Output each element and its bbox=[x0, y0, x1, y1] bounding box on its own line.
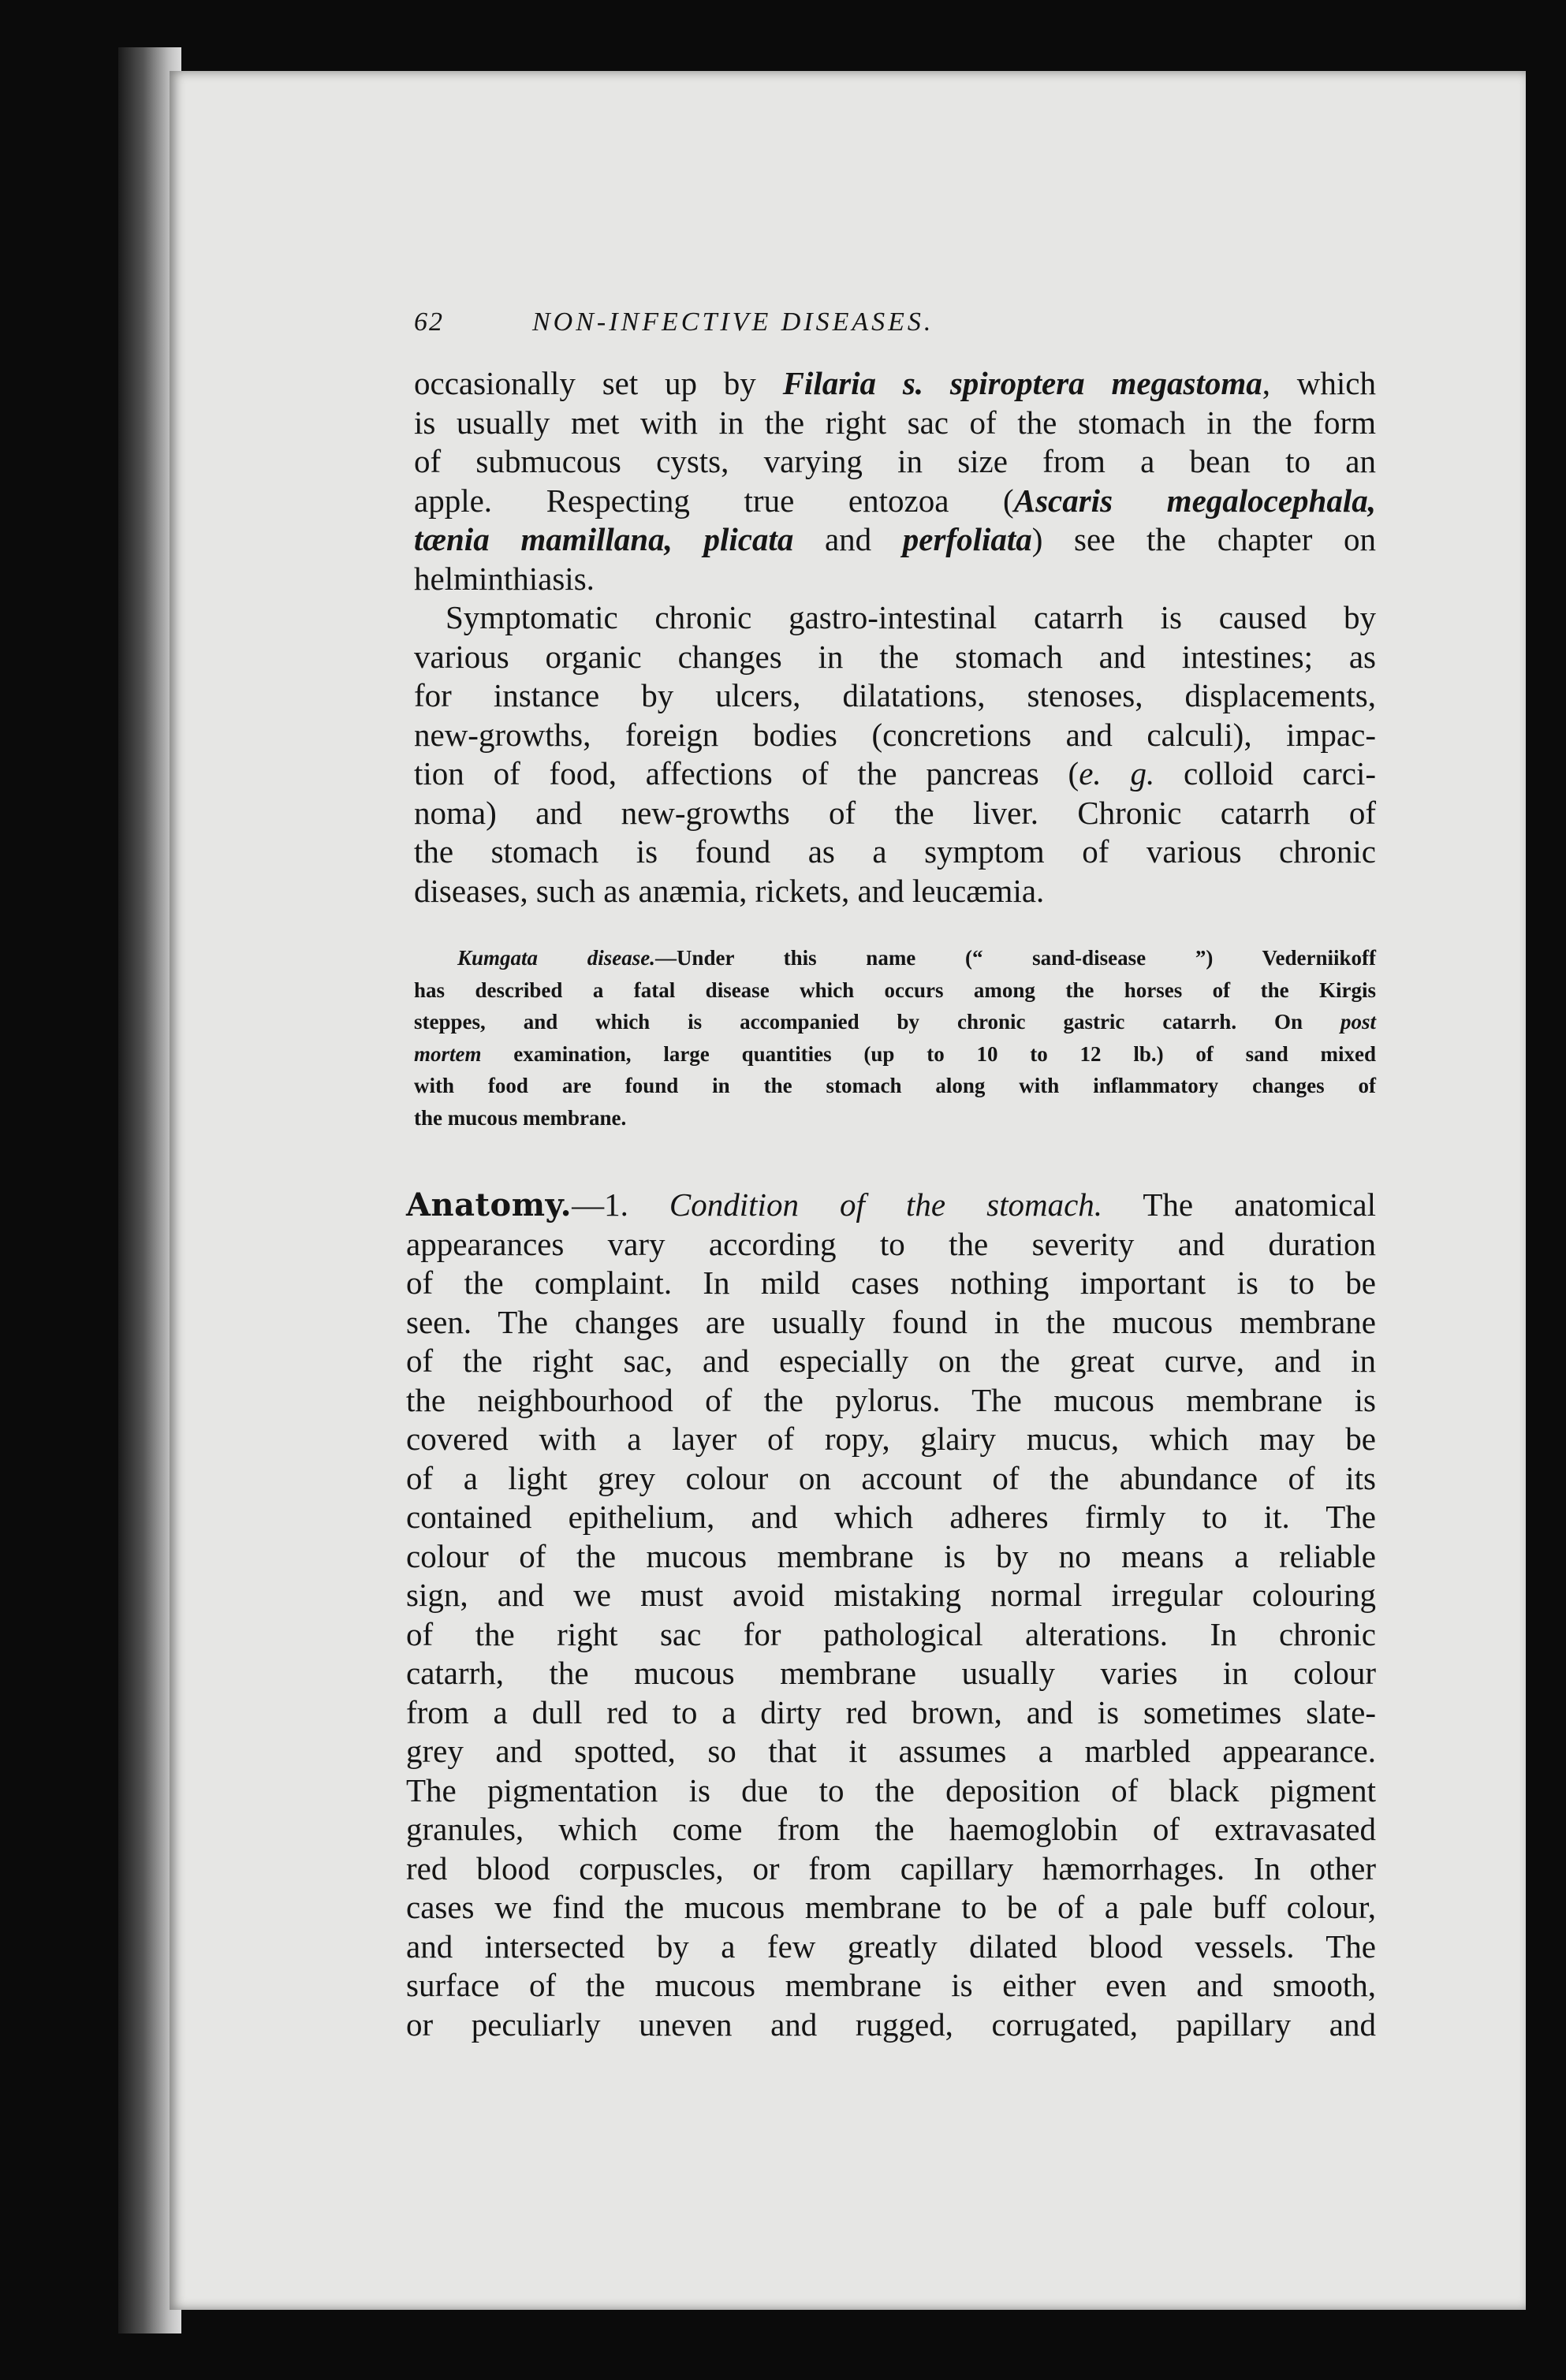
paragraph-2 bbox=[414, 598, 1376, 911]
page-content bbox=[406, 307, 1377, 2044]
running-title: NON-INFECTIVE DISEASES. bbox=[532, 307, 934, 337]
text-line: or peculiarly uneven and rugged, corrugated, papillary and bbox=[406, 2006, 1376, 2043]
text-line: Symptomatic chronic gastro-intestinal catarrh is caused by bbox=[446, 599, 1376, 635]
text-line: of the complaint. In mild cases nothing important is to be bbox=[406, 1264, 1376, 1301]
text-line: tion of food, affections of the pancreas (e. g. colloid carci- bbox=[414, 755, 1376, 791]
text-line: helminthiasis. bbox=[414, 560, 595, 597]
text-line: of the right sac, and especially on the great curve, and in bbox=[406, 1343, 1376, 1379]
section-heading: Anatomy. bbox=[406, 1186, 572, 1224]
footnote-line: the mucous membrane. bbox=[414, 1105, 627, 1130]
text-line: The pigmentation is due to the deposition of black pigment bbox=[406, 1771, 1376, 1808]
text-line: catarrh, the mucous membrane usually varies in colour bbox=[406, 1655, 1376, 1691]
text-line: sign, and we must avoid mistaking normal irregular colouring bbox=[406, 1577, 1376, 1613]
section-heading-line: Anatomy.—1. Condition of the stomach. The anatomical bbox=[406, 1186, 1377, 1224]
text-line: occasionally set up by Filaria s. spiroptera megastoma, which bbox=[414, 365, 1376, 401]
anatomy-section bbox=[406, 1186, 1376, 2044]
running-head bbox=[414, 307, 1376, 347]
footnote-line: mortem examination, large quantities (up to 10 to 12 lb.) of sand mixed bbox=[414, 1041, 1376, 1066]
footnote-line: Kumgata disease.—Under this name (“ sand-disease ”) Vederniikoff bbox=[457, 946, 1376, 970]
text-line: is usually met with in the right sac of the stomach in the form bbox=[414, 404, 1376, 441]
text-line: red blood corpuscles, or from capillary hæmorrhages. In other bbox=[406, 1849, 1376, 1886]
text-line: granules, which come from the haemoglobin of extravasated bbox=[406, 1811, 1376, 1847]
text-line: of a light grey colour on account of the abundance of its bbox=[406, 1459, 1376, 1496]
text-line: the neighbourhood of the pylorus. The mucous membrane is bbox=[406, 1381, 1376, 1418]
text-line: of submucous cysts, varying in size from a bean to an bbox=[414, 443, 1376, 479]
text-line: new-growths, foreign bodies (concretions and calculi), impac- bbox=[414, 716, 1376, 753]
footnote bbox=[414, 942, 1376, 1134]
text-line: cases we find the mucous membrane to be of a pale buff colour, bbox=[406, 1889, 1376, 1925]
text-line: diseases, such as anæmia, rickets, and leucæmia. bbox=[414, 872, 1045, 909]
text-line: seen. The changes are usually found in the mucous membrane bbox=[406, 1303, 1376, 1340]
paragraph-1 bbox=[414, 364, 1376, 598]
footnote-line: steppes, and which is accompanied by chronic gastric catarrh. On post bbox=[414, 1010, 1376, 1034]
text-line: colour of the mucous membrane is by no means a reliable bbox=[406, 1537, 1376, 1574]
text-line: appearances vary according to the severity and duration bbox=[406, 1225, 1376, 1262]
text-line: contained epithelium, and which adheres firmly to it. The bbox=[406, 1499, 1376, 1535]
text-line: noma) and new-growths of the liver. Chronic catarrh of bbox=[414, 794, 1376, 831]
text-line: covered with a layer of ropy, glairy mucus, which may be bbox=[406, 1421, 1376, 1457]
text-line: and intersected by a few greatly dilated blood vessels. The bbox=[406, 1927, 1376, 1965]
footnote-line: has described a fatal disease which occurs among the horses of the Kirgis bbox=[414, 978, 1376, 1002]
text-line: the stomach is found as a symptom of various chronic bbox=[414, 833, 1376, 870]
text-line: grey and spotted, so that it assumes a marbled appearance. bbox=[406, 1733, 1376, 1769]
text-line: for instance by ulcers, dilatations, stenoses, displacements, bbox=[414, 677, 1376, 713]
text-line: various organic changes in the stomach and intestines; as bbox=[414, 638, 1376, 675]
text-line: surface of the mucous membrane is either even and smooth, bbox=[406, 1967, 1376, 2003]
text-line: apple. Respecting true entozoa (Ascaris megalocephala, bbox=[414, 482, 1376, 519]
page-number: 62 bbox=[414, 307, 444, 337]
text-line: from a dull red to a dirty red brown, and is sometimes slate- bbox=[406, 1693, 1376, 1730]
footnote-line: with food are found in the stomach along with inflammatory changes of bbox=[414, 1074, 1376, 1097]
section-subheading: Condition of the stomach. bbox=[669, 1186, 1103, 1223]
text-line: of the right sac for pathological alterations. In chronic bbox=[406, 1615, 1376, 1652]
text-line: tænia mamillana, plicata and perfoliata) see the chapter on bbox=[414, 521, 1376, 557]
